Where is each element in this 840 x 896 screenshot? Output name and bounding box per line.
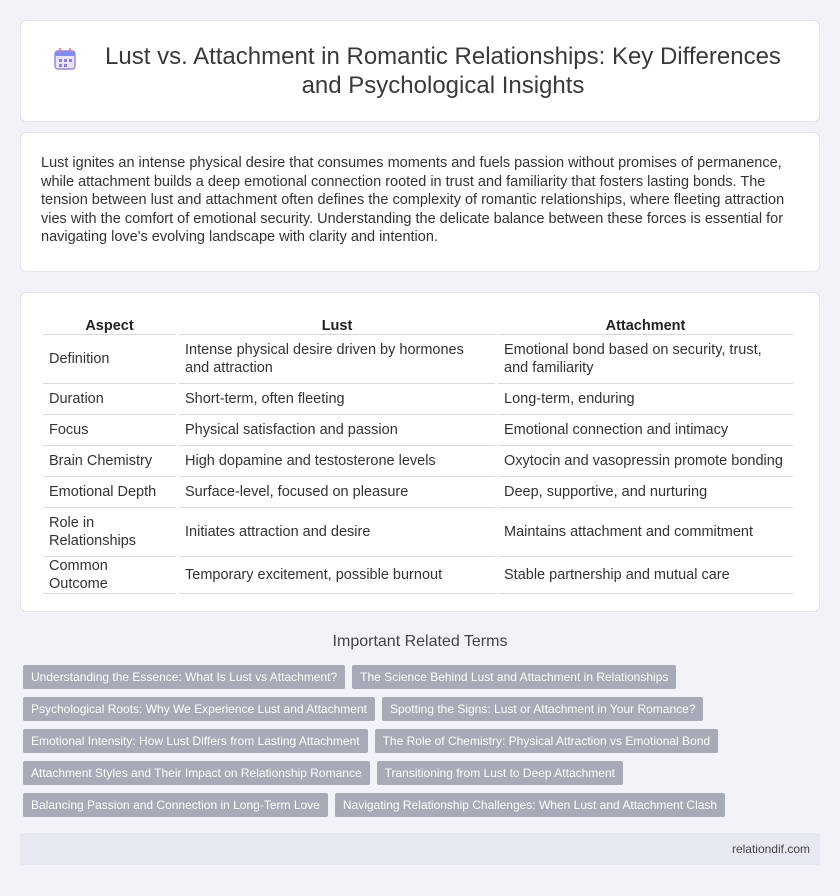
related-term-tag[interactable]: Attachment Styles and Their Impact on Relationship Romance: [23, 761, 370, 785]
related-term-tag[interactable]: Emotional Intensity: How Lust Differs from Lasting Attachment: [23, 729, 368, 753]
row-lust: Temporary excitement, possible burnout: [179, 557, 495, 594]
row-lust: Physical satisfaction and passion: [179, 415, 495, 446]
column-header-attachment: Attachment: [498, 313, 793, 335]
header-card: [20, 20, 820, 122]
table-row: [43, 508, 793, 557]
table-row: [43, 446, 793, 477]
row-attachment: Oxytocin and vasopressin promote bonding: [498, 446, 793, 477]
row-aspect: Brain Chemistry: [43, 446, 176, 477]
related-term-tag[interactable]: The Science Behind Lust and Attachment in Relationships: [352, 665, 676, 689]
row-aspect: Emotional Depth: [43, 477, 176, 508]
footer-site-link[interactable]: relationdif.com: [731, 842, 810, 856]
page-title: Lust vs. Attachment in Romantic Relationships: Key Differences and Psychological Insights: [105, 43, 781, 99]
row-lust: Intense physical desire driven by hormones and attraction: [179, 335, 495, 384]
related-terms-tags: [23, 665, 823, 825]
row-lust: Short-term, often fleeting: [179, 384, 495, 415]
comparison-table-card: [20, 292, 820, 612]
related-term-tag[interactable]: Transitioning from Lust to Deep Attachment: [377, 761, 623, 785]
row-aspect: Focus: [43, 415, 176, 446]
row-attachment: Stable partnership and mutual care: [498, 557, 793, 594]
calendar-icon: [52, 46, 78, 72]
related-term-tag[interactable]: The Role of Chemistry: Physical Attraction vs Emotional Bond: [375, 729, 718, 753]
row-aspect: Role in Relationships: [43, 508, 176, 557]
table-row: [43, 415, 793, 446]
footer: [20, 833, 820, 865]
row-aspect: Duration: [43, 384, 176, 415]
related-term-tag[interactable]: Psychological Roots: Why We Experience Lust and Attachment: [23, 697, 375, 721]
related-term-tag[interactable]: Navigating Relationship Challenges: When Lust and Attachment Clash: [335, 793, 725, 817]
row-attachment: Long-term, enduring: [498, 384, 793, 415]
column-header-aspect: Aspect: [43, 313, 176, 335]
related-term-tag[interactable]: Understanding the Essence: What Is Lust vs Attachment?: [23, 665, 345, 689]
table-row: [43, 557, 793, 594]
row-aspect: Definition: [43, 335, 176, 384]
row-lust: Initiates attraction and desire: [179, 508, 495, 557]
intro-card: [20, 132, 820, 272]
comparison-table: [40, 313, 796, 594]
row-lust: Surface-level, focused on pleasure: [179, 477, 495, 508]
intro-paragraph: Lust ignites an intense physical desire that consumes moments and fuels passion without promises of permanence, while attachment builds a deep emotional connection rooted in trust and familiarity that fosters lasting bonds. The tension between lust and attachment often defines the complexity of romantic relationships, where fleeting attraction vies with the comfort of emotional security. Understanding the delicate balance between these forces is essential for navigating love's evolving landscape with clarity and intention.: [41, 155, 785, 245]
table-row: [43, 335, 793, 384]
related-term-tag[interactable]: Balancing Passion and Connection in Long-Term Love: [23, 793, 328, 817]
related-term-tag[interactable]: Spotting the Signs: Lust or Attachment in Your Romance?: [382, 697, 704, 721]
table-header-row: [43, 313, 793, 335]
column-header-lust: Lust: [179, 313, 495, 335]
row-attachment: Emotional connection and intimacy: [498, 415, 793, 446]
row-attachment: Maintains attachment and commitment: [498, 508, 793, 557]
row-aspect: Common Outcome: [43, 557, 176, 594]
related-terms-heading: Important Related Terms: [332, 633, 508, 650]
row-attachment: Emotional bond based on security, trust, and familiarity: [498, 335, 793, 384]
row-lust: High dopamine and testosterone levels: [179, 446, 495, 477]
table-row: [43, 477, 793, 508]
table-row: [43, 384, 793, 415]
row-attachment: Deep, supportive, and nurturing: [498, 477, 793, 508]
